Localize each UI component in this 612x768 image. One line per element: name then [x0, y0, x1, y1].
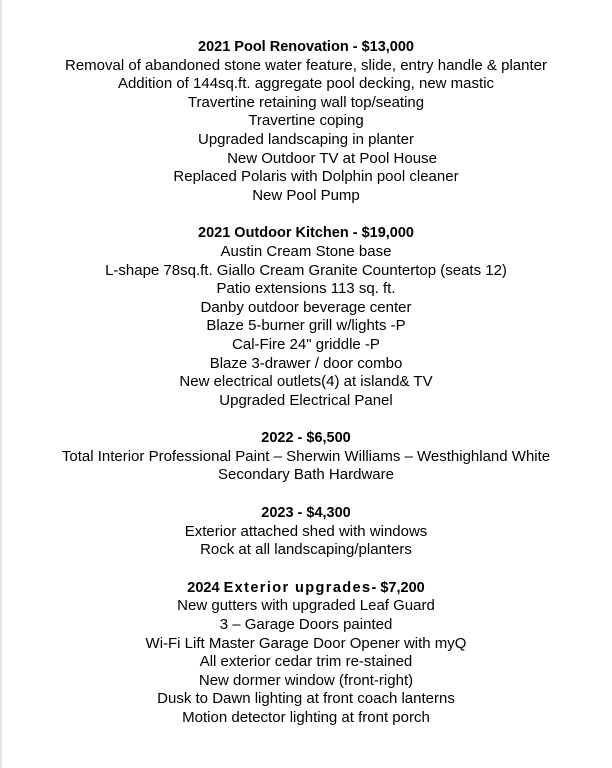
list-item: Rock at all landscaping/planters: [200, 541, 412, 559]
section-2024-exterior: [0, 579, 612, 728]
list-item: Replaced Polaris with Dolphin pool cleaner: [173, 168, 459, 186]
list-item: Blaze 3-drawer / door combo: [209, 354, 403, 372]
list-item: Addition of 144sq.ft. aggregate pool decking, new mastic: [117, 75, 495, 93]
section-heading: 2023 - $4,300: [261, 505, 351, 522]
section-2023: [0, 504, 612, 560]
heading-label: Exterior upgrades: [223, 579, 372, 596]
list-item: New dormer window (front-right): [198, 671, 414, 689]
heading-amount: - $7,200: [371, 579, 425, 596]
list-item: Total Interior Professional Paint – Sherwin Williams – Westhighland White: [61, 447, 551, 465]
heading-year: 2024: [187, 579, 220, 596]
list-item: Cal-Fire 24" griddle -P: [232, 335, 380, 353]
list-item: Blaze 5-burner grill w/lights -P: [206, 317, 406, 335]
section-heading: [0, 579, 612, 598]
list-item: New Outdoor TV at Pool House: [227, 149, 437, 167]
list-item: New Pool Pump: [252, 186, 360, 204]
renovation-document: [0, 38, 612, 747]
section-pool-renovation: [0, 38, 612, 205]
list-item: Travertine retaining wall top/seating: [187, 93, 425, 111]
list-item: L-shape 78sq.ft. Giallo Cream Granite Countertop (seats 12): [105, 261, 507, 279]
list-item: 3 – Garage Doors painted: [219, 616, 393, 634]
list-item: Upgraded landscaping in planter: [198, 130, 414, 148]
section-outdoor-kitchen: [0, 224, 612, 410]
list-item: Austin Cream Stone base: [220, 242, 392, 260]
section-2022: [0, 429, 612, 485]
list-item: Patio extensions 113 sq. ft.: [216, 280, 396, 298]
list-item: Dusk to Dawn lighting at front coach lanterns: [157, 690, 455, 708]
list-item: Exterior attached shed with windows: [184, 522, 428, 540]
list-item: Wi-Fi Lift Master Garage Door Opener with myQ: [145, 634, 467, 652]
list-item: Upgraded Electrical Panel: [219, 391, 393, 409]
list-item: Removal of abandoned stone water feature, slide, entry handle & planter: [65, 56, 547, 74]
list-item: Travertine coping: [248, 112, 364, 130]
list-item: Secondary Bath Hardware: [218, 466, 394, 484]
section-heading: 2022 - $6,500: [261, 430, 351, 447]
section-heading: 2021 Outdoor Kitchen - $19,000: [198, 225, 414, 242]
list-item: Motion detector lighting at front porch: [182, 709, 430, 726]
list-item: Danby outdoor beverage center: [200, 298, 412, 316]
list-item: New electrical outlets(4) at island& TV: [179, 373, 433, 391]
list-item: New gutters with upgraded Leaf Guard: [177, 597, 435, 615]
section-heading: 2021 Pool Renovation - $13,000: [198, 39, 414, 55]
list-item: All exterior cedar trim re-stained: [199, 653, 413, 671]
